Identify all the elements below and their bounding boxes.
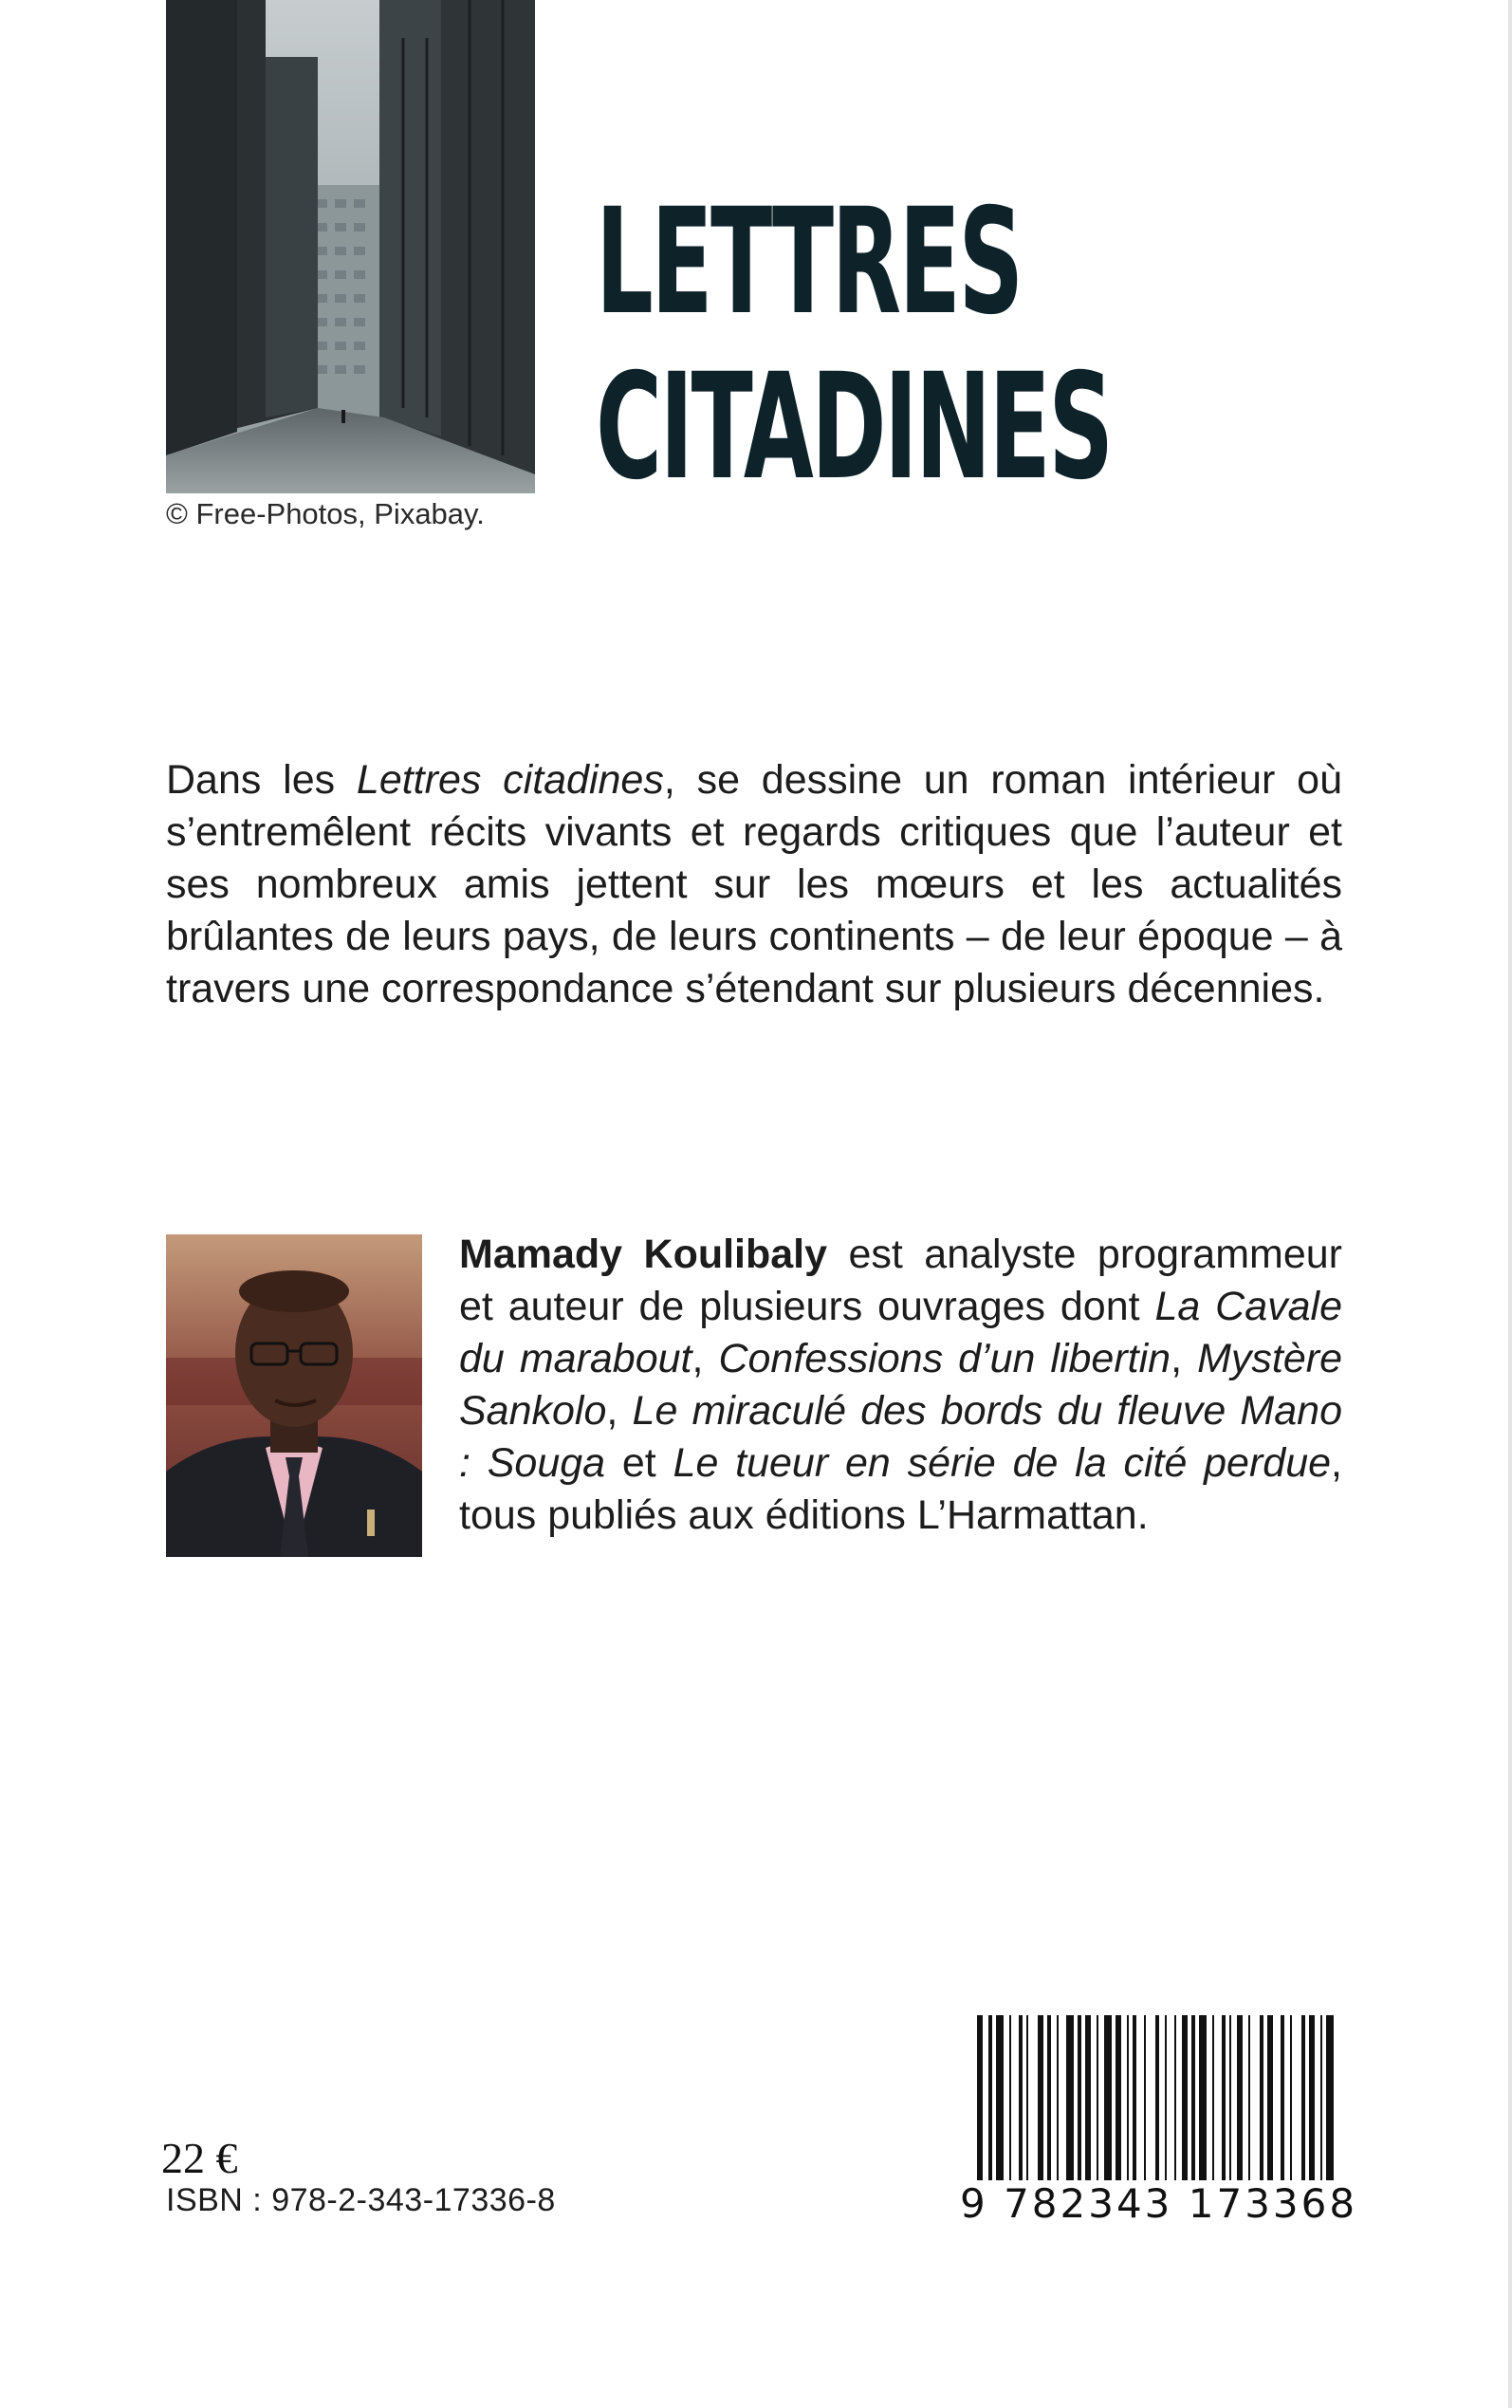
blurb-text: , se dessine un roman intérieur où s’entremêlent récits vivants et regards critiques que l’auteur et ses nombreux amis jettent sur les mœurs et les actualités brûlantes de leurs pays, de leurs continents – de leur époque – à travers une correspondance s’étendant sur plusieurs décennies. — [166, 757, 1342, 1011]
bio-text: , — [691, 1336, 719, 1381]
book-title-italic: Mystère Sankolo — [459, 1336, 1342, 1434]
title-line-1: LETTRES — [596, 177, 1022, 347]
author-photo — [166, 1234, 422, 1557]
bio-text: est analyste programmeur et auteur de plusieurs ouvrages dont — [459, 1232, 1343, 1329]
book-title-italic: La Cavale du marabout — [459, 1284, 1342, 1381]
book-title-italic: Le miraculé des bords du fleuve Mano : Souga — [459, 1388, 1342, 1486]
author-bio — [459, 1229, 1342, 1542]
author-name: Mamady Koulibaly — [459, 1232, 828, 1277]
bio-text: , — [606, 1388, 633, 1434]
barcode-digits: 9 782343 173368 — [960, 2180, 1358, 2227]
book-blurb — [166, 754, 1342, 1015]
price: 22 € — [161, 2134, 238, 2182]
book-title-italic: Le tueur en série de la cité perdue — [673, 1440, 1332, 1486]
cover-photo-city-alley — [166, 0, 535, 493]
bio-text: et — [605, 1440, 673, 1486]
photo-credit: © Free-Photos, Pixabay. — [166, 497, 485, 530]
book-title — [596, 177, 1112, 512]
isbn: ISBN : 978-2-343-17336-8 — [166, 2182, 556, 2218]
page-edge — [1508, 0, 1512, 2408]
blurb-text: Dans les — [166, 757, 357, 803]
bio-text: , — [1171, 1336, 1198, 1381]
bio-text: , tous publiés aux éditions L’Harmattan. — [459, 1440, 1342, 1538]
blurb-title-italic: Lettres citadines — [356, 757, 664, 803]
title-line-2: CITADINES — [596, 343, 1112, 512]
book-title-italic: Confessions d’un libertin — [718, 1336, 1171, 1381]
